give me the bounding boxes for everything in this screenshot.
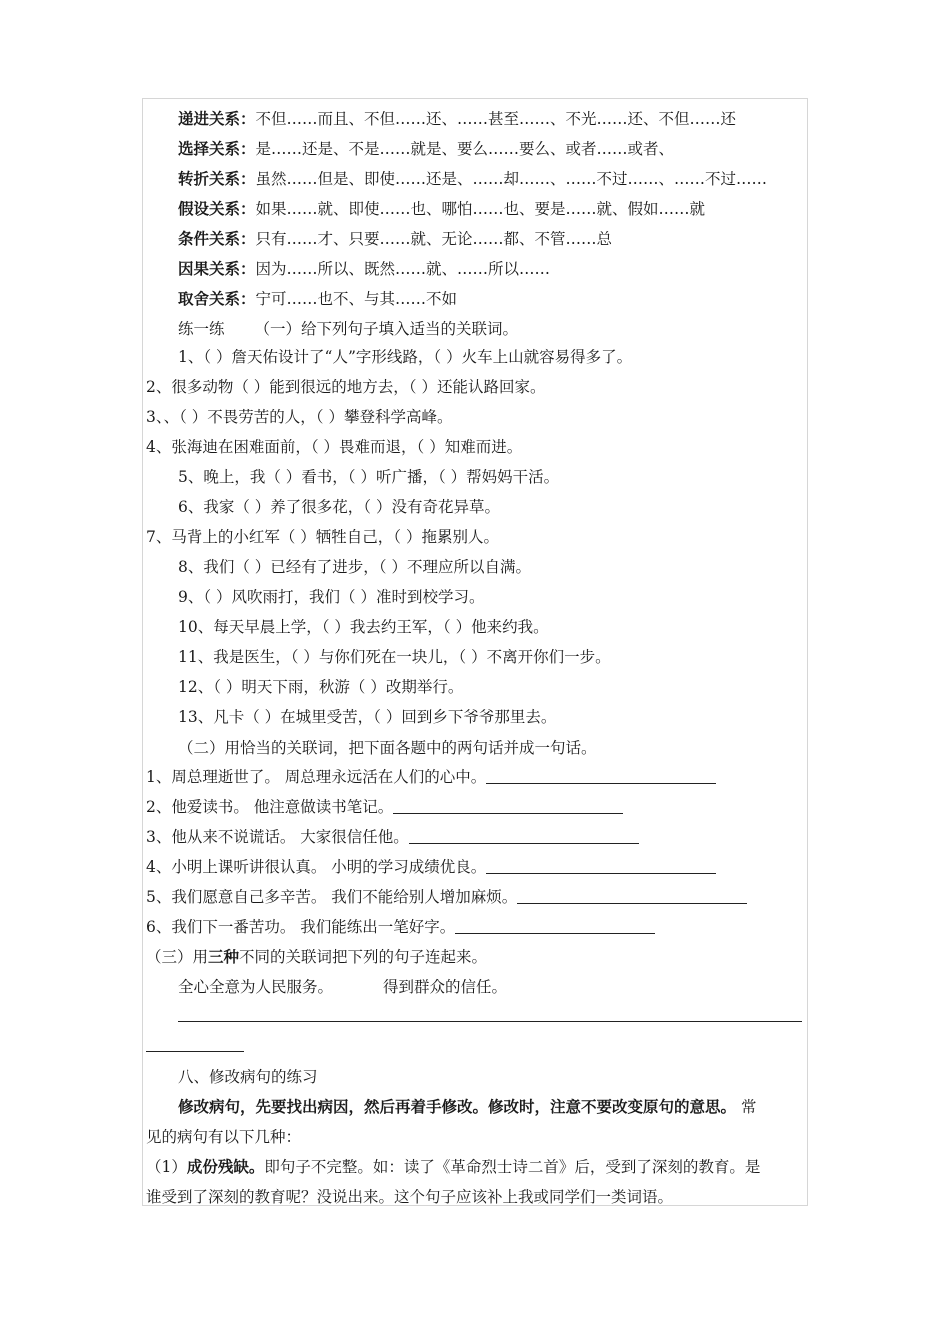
answer-blank[interactable] xyxy=(486,872,716,874)
practice-item: 3、、（ ）不畏劳苦的人，（ ）攀登科学高峰。 xyxy=(146,408,453,426)
answer-blank[interactable] xyxy=(409,842,639,844)
practice-heading: 练一练 （一）给下列句子填入适当的关联词。 xyxy=(178,320,519,338)
answer-blank[interactable] xyxy=(393,812,623,814)
part3-sentences: 全心全意为人民服务。 得到群众的信任。 xyxy=(178,978,508,996)
relation-preference: 取舍关系：宁可……也不、与其……不如 xyxy=(178,289,458,308)
part3-title: （三）用三种不同的关联词把下列的句子连起来。 xyxy=(146,947,488,966)
relation-contrast: 转折关系：虽然……但是、即使……还是、……却……、……不过……、……不过…… xyxy=(178,169,768,188)
practice-item: 10、每天早晨上学，（ ）我去约王军，（ ）他来约我。 xyxy=(178,618,549,636)
section8-intro: 修改病句，先要找出病因，然后再着手修改。修改时，注意不要改变原句的意思。 常 xyxy=(178,1097,757,1116)
practice-item: 2、很多动物（ ）能到很远的地方去，（ ）还能认路回家。 xyxy=(146,378,546,396)
practice-item: 8、我们（ ）已经有了进步，（ ）不理应所以自满。 xyxy=(178,558,531,576)
part2-title: （二）用恰当的关联词，把下面各题中的两句话并成一句话。 xyxy=(178,739,597,757)
answer-blank[interactable] xyxy=(455,932,655,934)
relation-cause-effect: 因果关系：因为……所以、既然……就、……所以…… xyxy=(178,259,551,278)
practice-item: 4、张海迪在困难面前，（ ）畏难而退，（ ）知难而进。 xyxy=(146,438,523,456)
practice-item: 9、（ ）风吹雨打，我们（ ）准时到校学习。 xyxy=(178,588,485,606)
practice-item: 7、马背上的小红军（ ）牺牲自己，（ ）拖累别人。 xyxy=(146,528,499,546)
section8-item1: （1）成份残缺。即句子不完整。如：读了《革命烈士诗二首》后，受到了深刻的教育。是 xyxy=(146,1157,761,1176)
practice-item: 1、（ ）詹天佑设计了“人”字形线路，（ ）火车上山就容易得多了。 xyxy=(178,348,633,366)
relation-hypothesis: 假设关系：如果……就、即使……也、哪怕……也、要是……就、假如……就 xyxy=(178,199,706,218)
merge-item: 2、他爱读书。 他注意做读书笔记。 xyxy=(146,797,623,817)
answer-line[interactable] xyxy=(178,1021,802,1022)
practice-item: 6、我家（ ）养了很多花，（ ）没有奇花异草。 xyxy=(178,498,500,516)
merge-item: 4、小明上课听讲很认真。 小明的学习成绩优良。 xyxy=(146,857,716,877)
section8-item1-cont: 谁受到了深刻的教育呢？没说出来。这个句子应该补上我或同学们一类词语。 xyxy=(146,1188,674,1206)
practice-item: 12、（ ）明天下雨，秋游（ ）改期举行。 xyxy=(178,678,464,696)
practice-item: 13、凡卡（ ）在城里受苦，（ ）回到乡下爷爷那里去。 xyxy=(178,708,557,726)
section8-title: 八、修改病句的练习 xyxy=(178,1068,318,1086)
answer-blank[interactable] xyxy=(517,902,747,904)
answer-line[interactable] xyxy=(146,1051,244,1052)
merge-item: 1、周总理逝世了。 周总理永远活在人们的心中。 xyxy=(146,767,716,787)
relation-choice: 选择关系：是……还是、不是……就是、要么……要么、或者……或者、 xyxy=(178,139,675,158)
section8-intro-cont: 见的病句有以下几种： xyxy=(146,1128,302,1146)
merge-item: 3、他从来不说谎话。 大家很信任他。 xyxy=(146,827,639,847)
merge-item: 5、我们愿意自己多辛苦。 我们不能给别人增加麻烦。 xyxy=(146,887,747,907)
merge-item: 6、我们下一番苦功。 我们能练出一笔好字。 xyxy=(146,917,655,937)
relation-progressive: 递进关系：不但……而且、不但……还、……甚至……、不光……还、不但……还 xyxy=(178,109,737,128)
answer-blank[interactable] xyxy=(486,782,716,784)
practice-item: 5、晚上，我（ ）看书，（ ）听广播，（ ）帮妈妈干活。 xyxy=(178,468,560,486)
practice-item: 11、我是医生，（ ）与你们死在一块儿，（ ）不离开你们一步。 xyxy=(178,648,611,666)
relation-condition: 条件关系：只有……才、只要……就、无论……都、不管……总 xyxy=(178,229,613,248)
